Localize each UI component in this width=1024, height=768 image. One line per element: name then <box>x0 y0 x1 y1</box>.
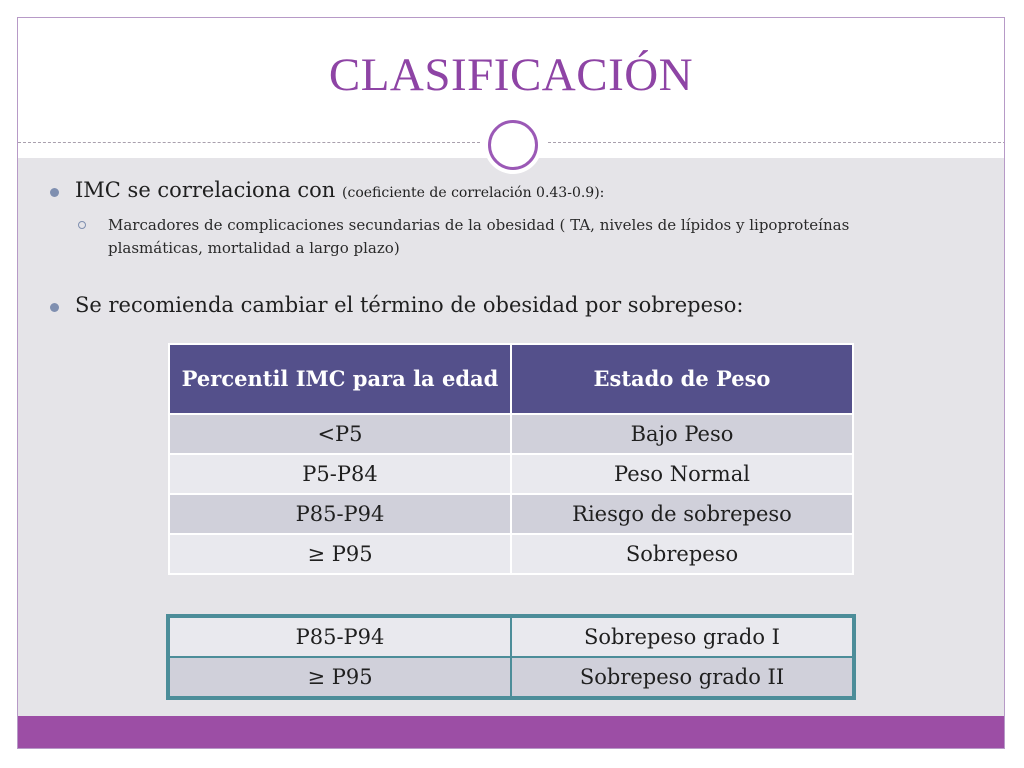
bmi-percentile-table <box>168 343 854 575</box>
cell-percentile: <P5 <box>169 414 511 454</box>
cell-percentile: P85-P94 <box>169 494 511 534</box>
sub-bullet-markers <box>78 214 918 260</box>
cell-percentile: P5-P84 <box>169 454 511 494</box>
cell-status: Sobrepeso <box>511 534 853 574</box>
slide-title: CLASIFICACIÓN <box>328 49 694 101</box>
footer-bar <box>18 716 1004 749</box>
bullet-imc-note: (coeficiente de correlación 0.43-0.9): <box>342 185 605 201</box>
divider-circle-icon <box>484 116 542 174</box>
bullet-dot-icon <box>50 303 59 312</box>
cell-percentile: ≥ P95 <box>169 534 511 574</box>
table-row <box>169 657 853 697</box>
table-row <box>169 534 853 574</box>
table-row <box>169 454 853 494</box>
title-divider-left <box>18 142 480 143</box>
title-divider-right <box>548 142 1005 143</box>
cell-grade: Sobrepeso grado II <box>511 657 853 697</box>
sub-bullet-text: Marcadores de complicaciones secundarias de la obesidad ( TA, niveles de lípidos y lipoproteínas plasmáticas, mortalidad a largo plazo) <box>108 216 850 257</box>
header-weight-status: Estado de Peso <box>511 344 853 414</box>
header-percentile: Percentil IMC para la edad <box>169 344 511 414</box>
slide <box>17 17 1005 749</box>
table-row <box>169 617 853 657</box>
sub-bullet-ring-icon <box>78 221 86 229</box>
cell-grade: Sobrepeso grado I <box>511 617 853 657</box>
bullet-recommendation-text: Se recomienda cambiar el término de obesidad por sobrepeso: <box>75 293 744 317</box>
cell-percentile: ≥ P95 <box>169 657 511 697</box>
cell-status: Bajo Peso <box>511 414 853 454</box>
cell-percentile: P85-P94 <box>169 617 511 657</box>
bullet-dot-icon <box>50 188 59 197</box>
cell-status: Riesgo de sobrepeso <box>511 494 853 534</box>
bullet-imc-main: IMC se correlaciona con <box>75 178 336 202</box>
divider-ring-icon <box>488 120 538 170</box>
overweight-grade-table <box>168 616 854 698</box>
cell-status: Peso Normal <box>511 454 853 494</box>
table-row <box>169 494 853 534</box>
table-row <box>169 414 853 454</box>
